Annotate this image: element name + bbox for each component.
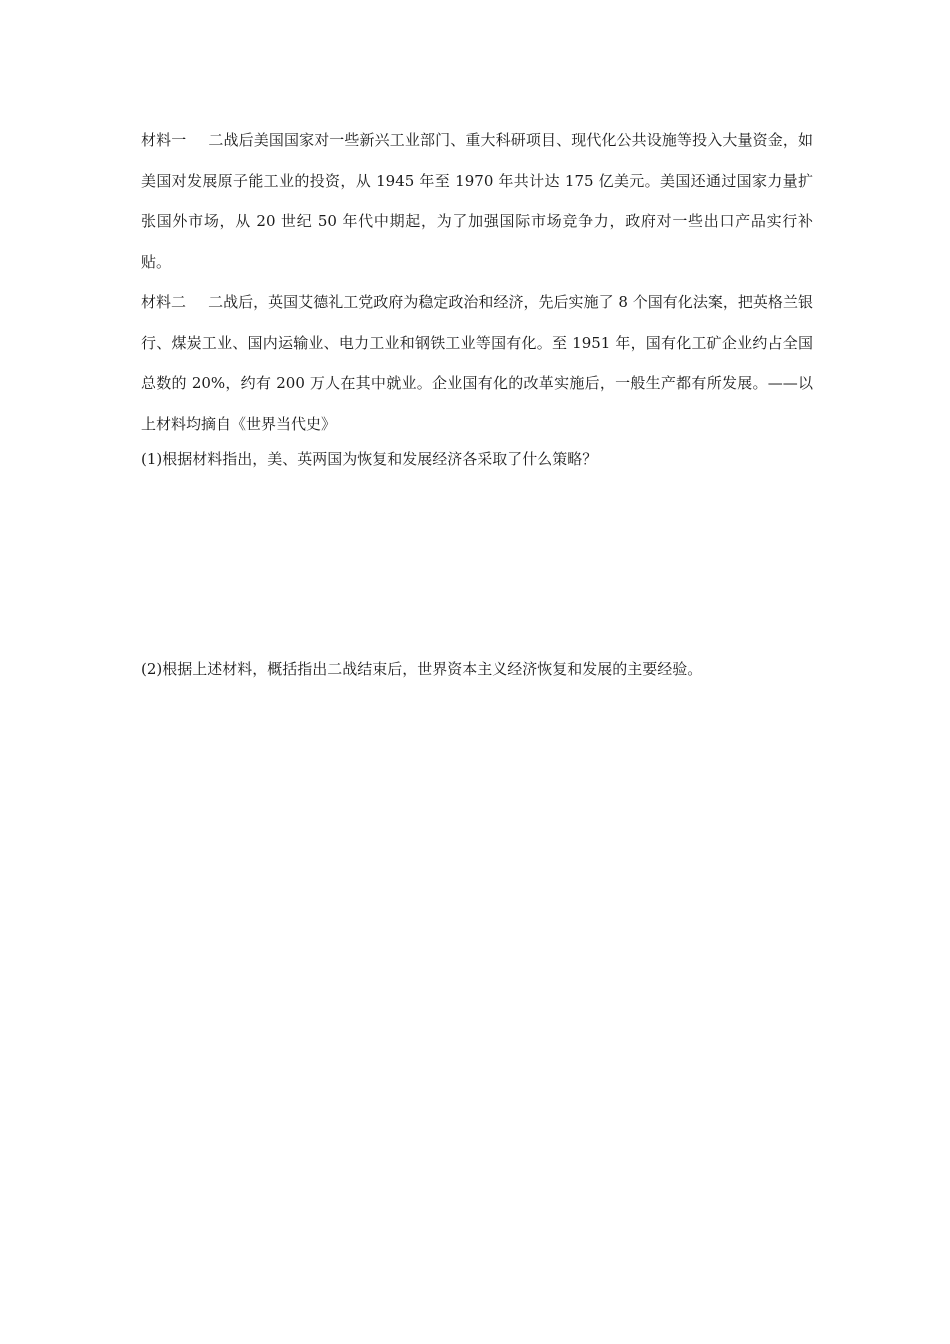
- material-1-label: 材料一: [141, 131, 187, 149]
- material-2-text: 二战后，英国艾德礼工党政府为稳定政治和经济，先后实施了 8 个国有化法案，把英格兰银行、煤炭工业、国内运输业、电力工业和钢铁工业等国有化。至 1951 年，国有化工矿企业约占全国总数的 20%，约有 200 万人在其中就业。企业国有化的改革实施后，一般生产都有所发展。——以上材料均摘自《世界当代史》: [141, 293, 813, 433]
- material-1-paragraph: [141, 120, 813, 282]
- material-2-paragraph: [141, 282, 813, 444]
- answer-space-1: [141, 474, 813, 654]
- material-2-label: 材料二: [141, 293, 187, 311]
- material-1-text: 二战后美国国家对一些新兴工业部门、重大科研项目、现代化公共设施等投入大量资金，如美国对发展原子能工业的投资，从 1945 年至 1970 年共计达 175 亿美元。美国还通过国家力量扩张国外市场，从 20 世纪 50 年代中期起，为了加强国际市场竞争力，政府对一些出口产品实行补贴。: [141, 131, 813, 271]
- question-2: (2)根据上述材料，概括指出二战结束后，世界资本主义经济恢复和发展的主要经验。: [141, 660, 703, 678]
- question-1: (1)根据材料指出，美、英两国为恢复和发展经济各采取了什么策略？: [141, 450, 598, 468]
- document-content: [141, 120, 813, 684]
